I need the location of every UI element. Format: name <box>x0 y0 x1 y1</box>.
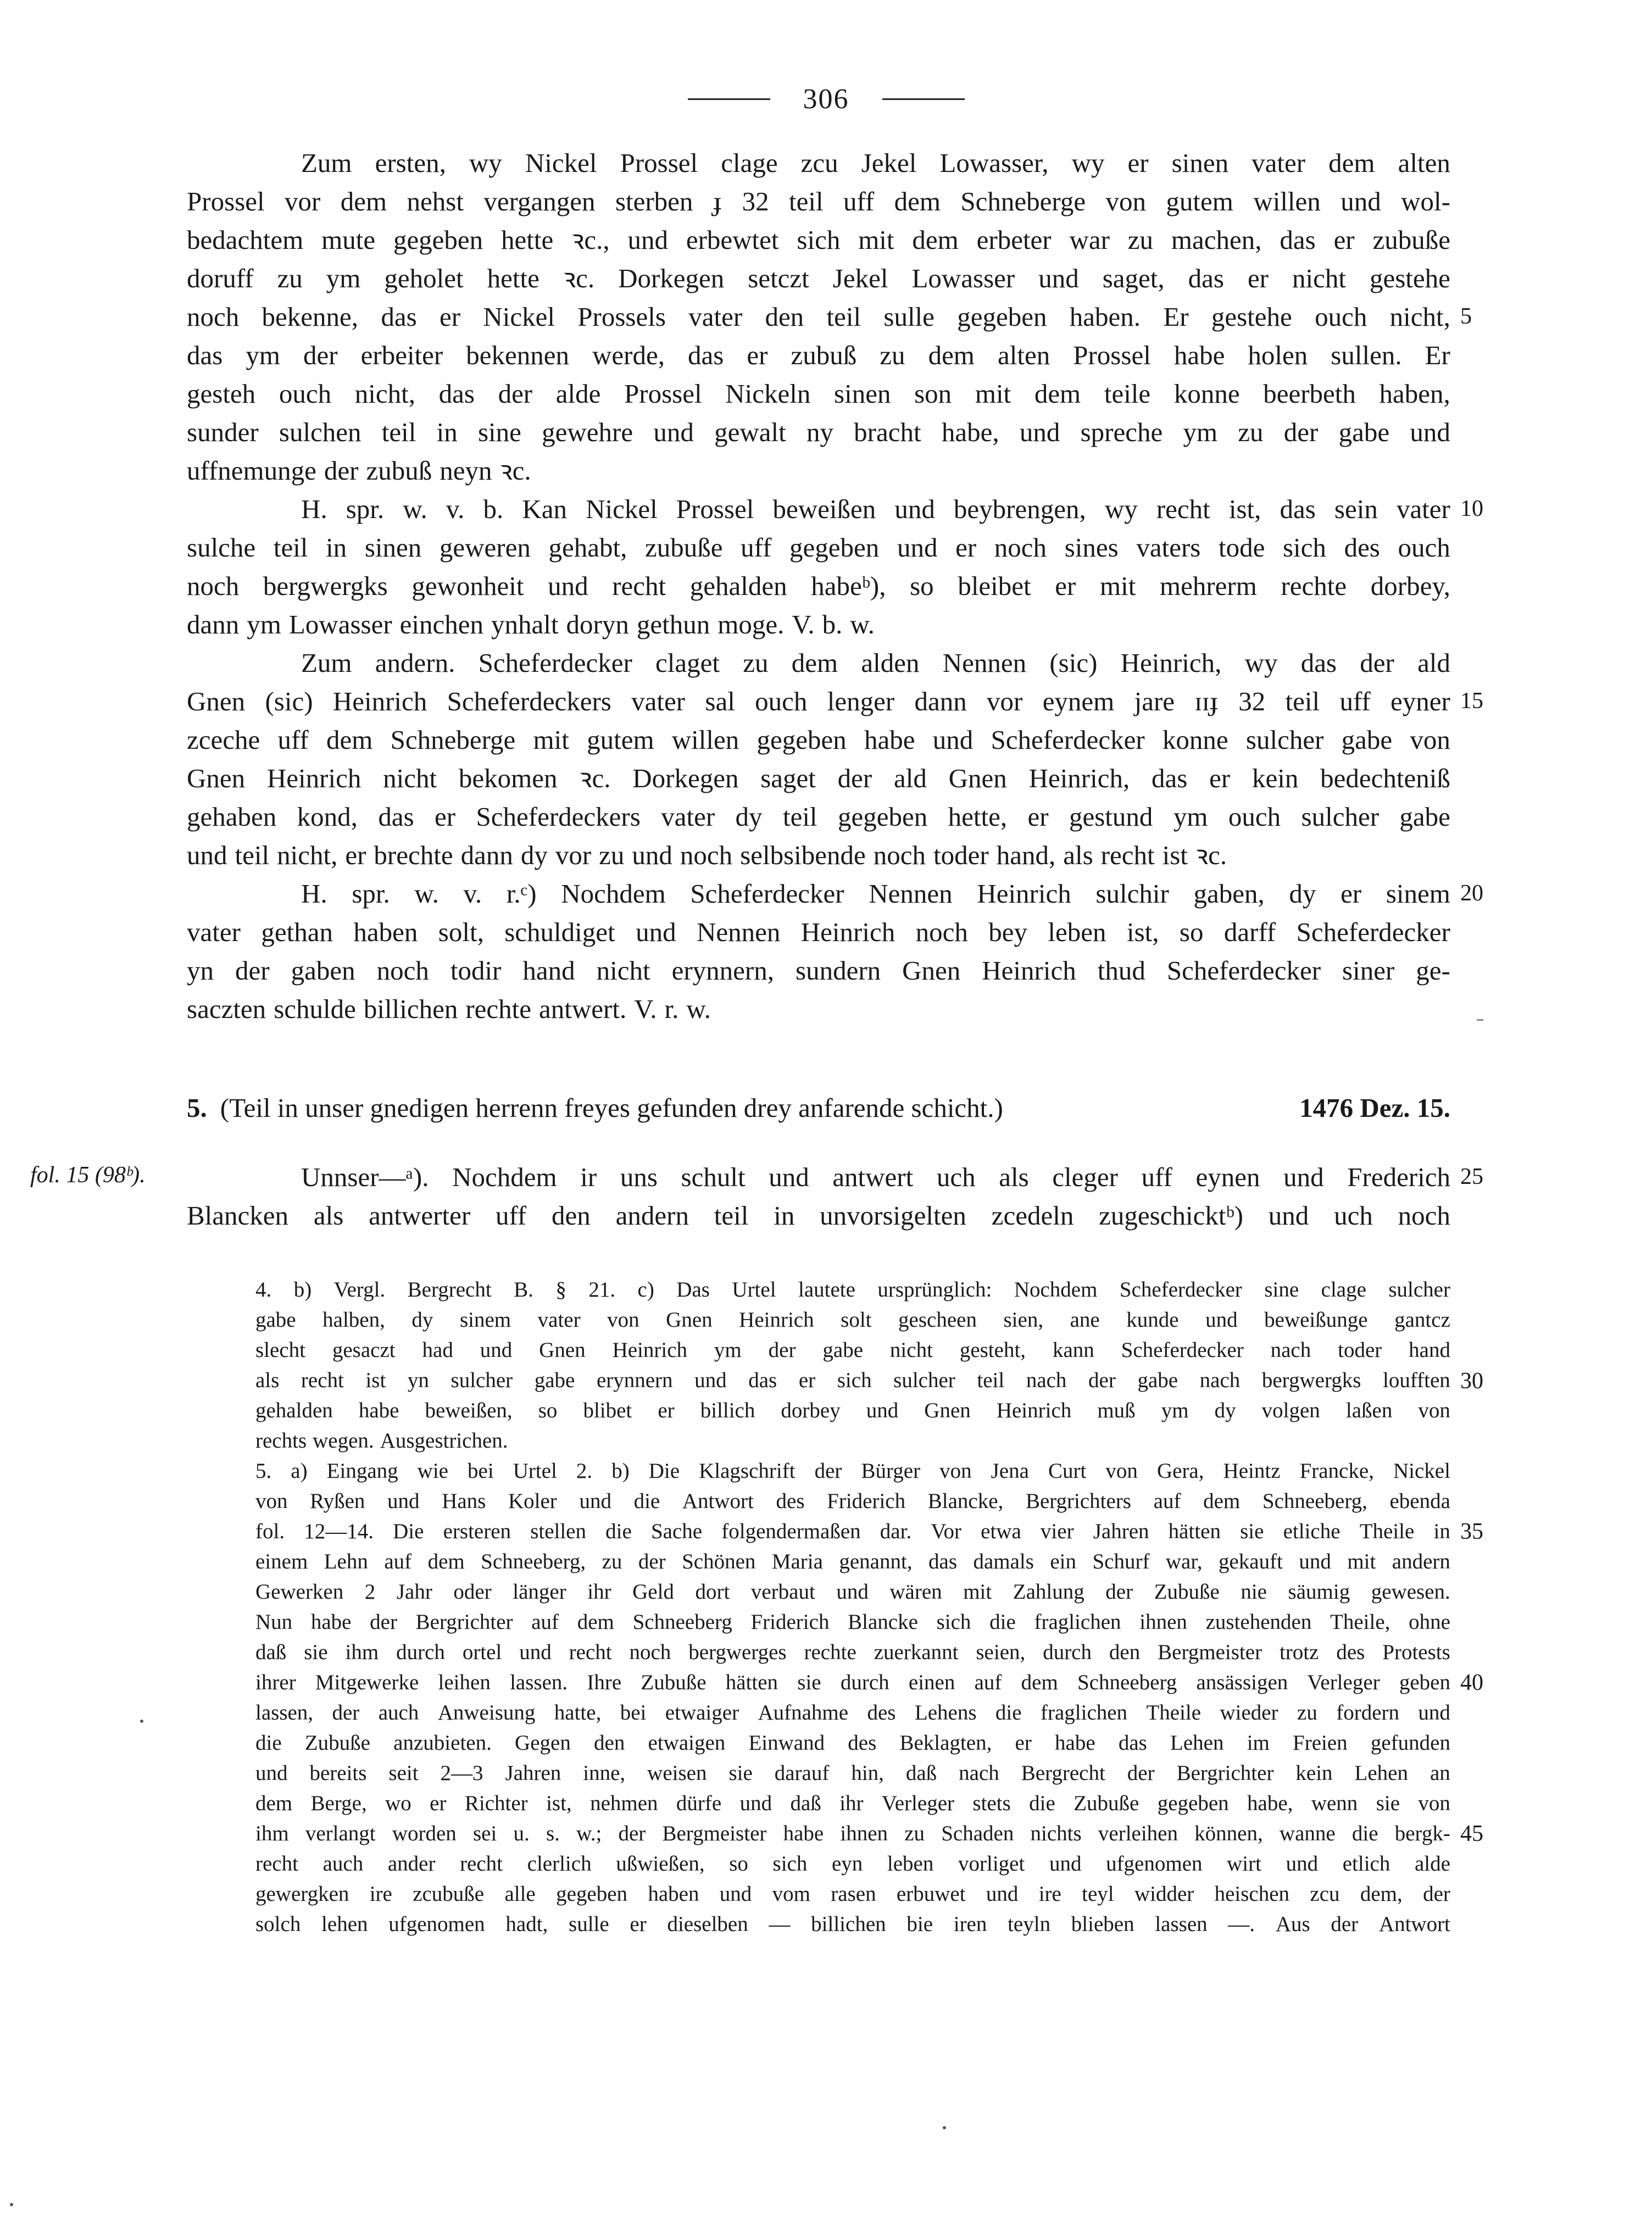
footnote-line: die Zubuße anzubieten. Gegen den etwaigen Einwand des Beklagten, er habe das Lehen im Freien gefunden <box>255 1731 1450 1755</box>
text-line: noch bergwergks gewonheit und recht gehalden habeᵇ), so bleibet er mit mehrerm rechte dorbey, <box>187 571 1450 601</box>
text-line: sulche teil in sinen geweren gehabt, zubuße uff gegeben und er noch sines vaters tode sich des ouch <box>187 532 1450 563</box>
footnote-line: slecht gesaczt had und Gnen Heinrich ym der gabe nicht gesteht, kann Scheferdecker nach toder hand <box>255 1338 1450 1362</box>
footnote-line: einem Lehn auf dem Schneeberg, zu der Schönen Maria genannt, das damals ein Schurf war, gekauft und mit andern <box>255 1550 1450 1573</box>
line-number: 35 <box>1460 1519 1483 1544</box>
header-rule-right <box>882 98 965 100</box>
footnote-line: fol. 12—14. Die ersteren stellen die Sache folgendermaßen dar. Vor etwa vier Jahren hätten sie etliche Theile in <box>255 1520 1450 1543</box>
footnote-line: von Ryßen und Hans Koler und die Antwort des Friderich Blancke, Bergrichters auf dem Schneeberg, ebenda <box>255 1489 1450 1513</box>
text-line: bedachtem mute gegeben hette ꝛc., und erbewtet sich mit dem erbeter war zu machen, das er zubuße <box>187 225 1450 255</box>
footnote-line: 5. a) Eingang wie bei Urtel 2. b) Die Klagschrift der Bürger von Jena Curt von Gera, Heintz Francke, Nickel <box>255 1459 1450 1483</box>
text-line: uffnemunge der zubuß neyn ꝛc. <box>187 455 531 486</box>
text-line: und teil nicht, er brechte dann dy vor zu und noch selbsibende noch toder hand, als recht ist ꝛc. <box>187 840 1227 870</box>
text-line: zceche uff dem Schneberge mit gutem willen gegeben habe und Scheferdecker konne sulcher gabe von <box>187 725 1450 755</box>
text-line: Zum andern. Scheferdecker claget zu dem alden Nennen (sic) Heinrich, wy das der ald <box>301 648 1450 678</box>
section-heading <box>187 1089 1450 1127</box>
page-number: 306 <box>803 83 849 115</box>
footnote-line: ihrer Mitgewerke leihen lassen. Ihre Zubuße hätten sie durch einen auf dem Schneeberg ansässigen Verleger geben <box>255 1671 1450 1694</box>
line-number: 20 <box>1460 881 1483 906</box>
section-title: (Teil in unser gnedigen herrenn freyes gefunden drey anfarende schicht.) <box>220 1093 1003 1123</box>
text-line: doruff zu ym geholet hette ꝛc. Dorkegen setczt Jekel Lowasser und saget, das er nicht gestehe <box>187 263 1450 293</box>
footnote-line: als recht ist yn sulcher gabe erynnern und das er sich sulcher teil nach der gabe nach bergwergks loufften <box>255 1368 1450 1392</box>
header-rule-left <box>688 98 770 100</box>
footnote-line: dem Berge, wo er Richter ist, nehmen dürfe und daß ihr Verleger stets die Zubuße gegeben habe, wenn sie von <box>255 1791 1450 1815</box>
text-line: dann ym Lowasser einchen ynhalt doryn gethun moge. V. b. w. <box>187 609 875 639</box>
footnote-line: lassen, der auch Anweisung hatte, bei etwaiger Aufnahme des Lehens die fraglichen Theile wieder zu fordern und <box>255 1701 1450 1724</box>
text-line: H. spr. w. v. b. Kan Nickel Prossel beweißen und beybrengen, wy recht ist, das sein vater <box>301 494 1450 524</box>
text-line: Zum ersten, wy Nickel Prossel clage zcu Jekel Lowasser, wy er sinen vater dem alten <box>301 148 1450 178</box>
scan-speck <box>1477 1019 1483 1021</box>
line-number: 15 <box>1460 688 1483 714</box>
line-number: 25 <box>1460 1164 1483 1189</box>
footnote-line: gehalden habe beweißen, so blibet er billich dorbey und Gnen Heinrich muß ym dy volgen laßen von <box>255 1399 1450 1422</box>
line-number: 45 <box>1460 1821 1483 1846</box>
text-line: vater gethan haben solt, schuldiget und Nennen Heinrich noch bey leben ist, so darff Scheferdecker <box>187 917 1450 947</box>
text-line: gehaben kond, das er Scheferdeckers vater dy teil gegeben hette, er gestund ym ouch sulcher gabe <box>187 802 1450 832</box>
scan-speck <box>943 2126 946 2129</box>
section-number: 5. <box>187 1093 207 1123</box>
footnote-line: und bereits seit 2—3 Jahren inne, weisen sie darauf hin, daß nach Bergrecht der Bergrichter kein Lehen an <box>255 1761 1450 1785</box>
text-line: das ym der erbeiter bekennen werde, das er zubuß zu dem alten Prossel habe holen sullen. Er <box>187 340 1450 370</box>
scan-speck <box>140 1720 143 1723</box>
footnote-line: recht auch ander recht clerlich ußwießen, so sich eyn leben vorliget und ufgenomen wirt und etlich alde <box>255 1852 1450 1876</box>
text-line: Prossel vor dem nehst vergangen sterben ɟ 32 teil uff dem Schneberge von gutem willen und wol- <box>187 186 1450 216</box>
footnote-line: gewergken ire zcubuße alle gegeben haben und vom rasen erbuwet und ire teyl widder heischen zcu dem, der <box>255 1882 1450 1906</box>
scan-speck <box>10 2203 13 2206</box>
footnote-line: 4. b) Vergl. Bergrecht B. § 21. c) Das Urtel lautete ursprünglich: Nochdem Scheferdecker sine clage sulcher <box>255 1278 1450 1301</box>
footnote-line: ihm verlangt worden sei u. s. w.; der Bergmeister habe ihnen zu Schaden nichts verleihen können, wanne die bergk- <box>255 1822 1450 1845</box>
text-line: noch bekenne, das er Nickel Prossels vater den teil sulle gegeben haben. Er gestehe ouch nicht, <box>187 302 1450 332</box>
text-line: Gnen Heinrich nicht bekomen ꝛc. Dorkegen saget der ald Gnen Heinrich, das er kein bedechteniß <box>187 763 1450 793</box>
section-date: 1476 Dez. 15. <box>1299 1093 1450 1123</box>
footnote-line: solch lehen ufgenomen hadt, sulle er dieselben — billichen bie iren teyln blieben lassen —. Aus der Antwort <box>255 1912 1450 1936</box>
footnote-line: daß sie ihm durch ortel und recht noch bergwerges rechte zuerkannt seien, durch den Bergmeister trotz des Protests <box>255 1640 1450 1664</box>
line-number: 5 <box>1460 304 1472 329</box>
text-line: H. spr. w. v. r.ᶜ) Nochdem Scheferdecker Nennen Heinrich sulchir gaben, dy er sinem <box>301 878 1450 909</box>
line-number: 40 <box>1460 1670 1483 1695</box>
footnote-line: Gewerken 2 Jahr oder länger ihr Geld dort verbaut und wären mit Zahlung der Zubuße nie säumig gewesen. <box>255 1580 1450 1604</box>
footnote-line: Nun habe der Bergrichter auf dem Schneeberg Friderich Blancke sich die fraglichen ihnen zustehenden Theile, ohne <box>255 1610 1450 1634</box>
text-line: Gnen (sic) Heinrich Scheferdeckers vater sal ouch lenger dann vor eynem jare ɪɪɟ 32 teil uff eyner <box>187 686 1450 716</box>
line-number: 10 <box>1460 496 1483 521</box>
text-line: Blancken als antwerter uff den andern teil in unvorsigelten zcedeln zugeschicktᵇ) und uch noch <box>187 1200 1450 1231</box>
text-line: sunder sulchen teil in sine gewehre und gewalt ny bracht habe, und spreche ym zu der gabe und <box>187 417 1450 447</box>
text-line: yn der gaben noch todir hand nicht erynnern, sundern Gnen Heinrich thud Scheferdecker siner ge- <box>187 955 1450 986</box>
text-line: saczten schulde billichen rechte antwert. V. r. w. <box>187 994 711 1024</box>
footnote-line: gabe halben, dy sinem vater von Gnen Heinrich solt gescheen sien, ane kunde und beweißunge gantcz <box>255 1308 1450 1332</box>
page-header <box>0 74 1652 124</box>
line-number: 30 <box>1460 1368 1483 1394</box>
margin-folio-reference: fol. 15 (98ᵇ). <box>30 1162 146 1188</box>
footnote-line: rechts wegen. Ausgestrichen. <box>255 1429 508 1453</box>
text-line: gesteh ouch nicht, das der alde Prossel Nickeln sinen son mit dem teile konne beerbeth haben, <box>187 379 1450 409</box>
text-line: Unnser—ᵃ). Nochdem ir uns schult und antwert uch als cleger uff eynen und Frederich <box>301 1162 1450 1192</box>
